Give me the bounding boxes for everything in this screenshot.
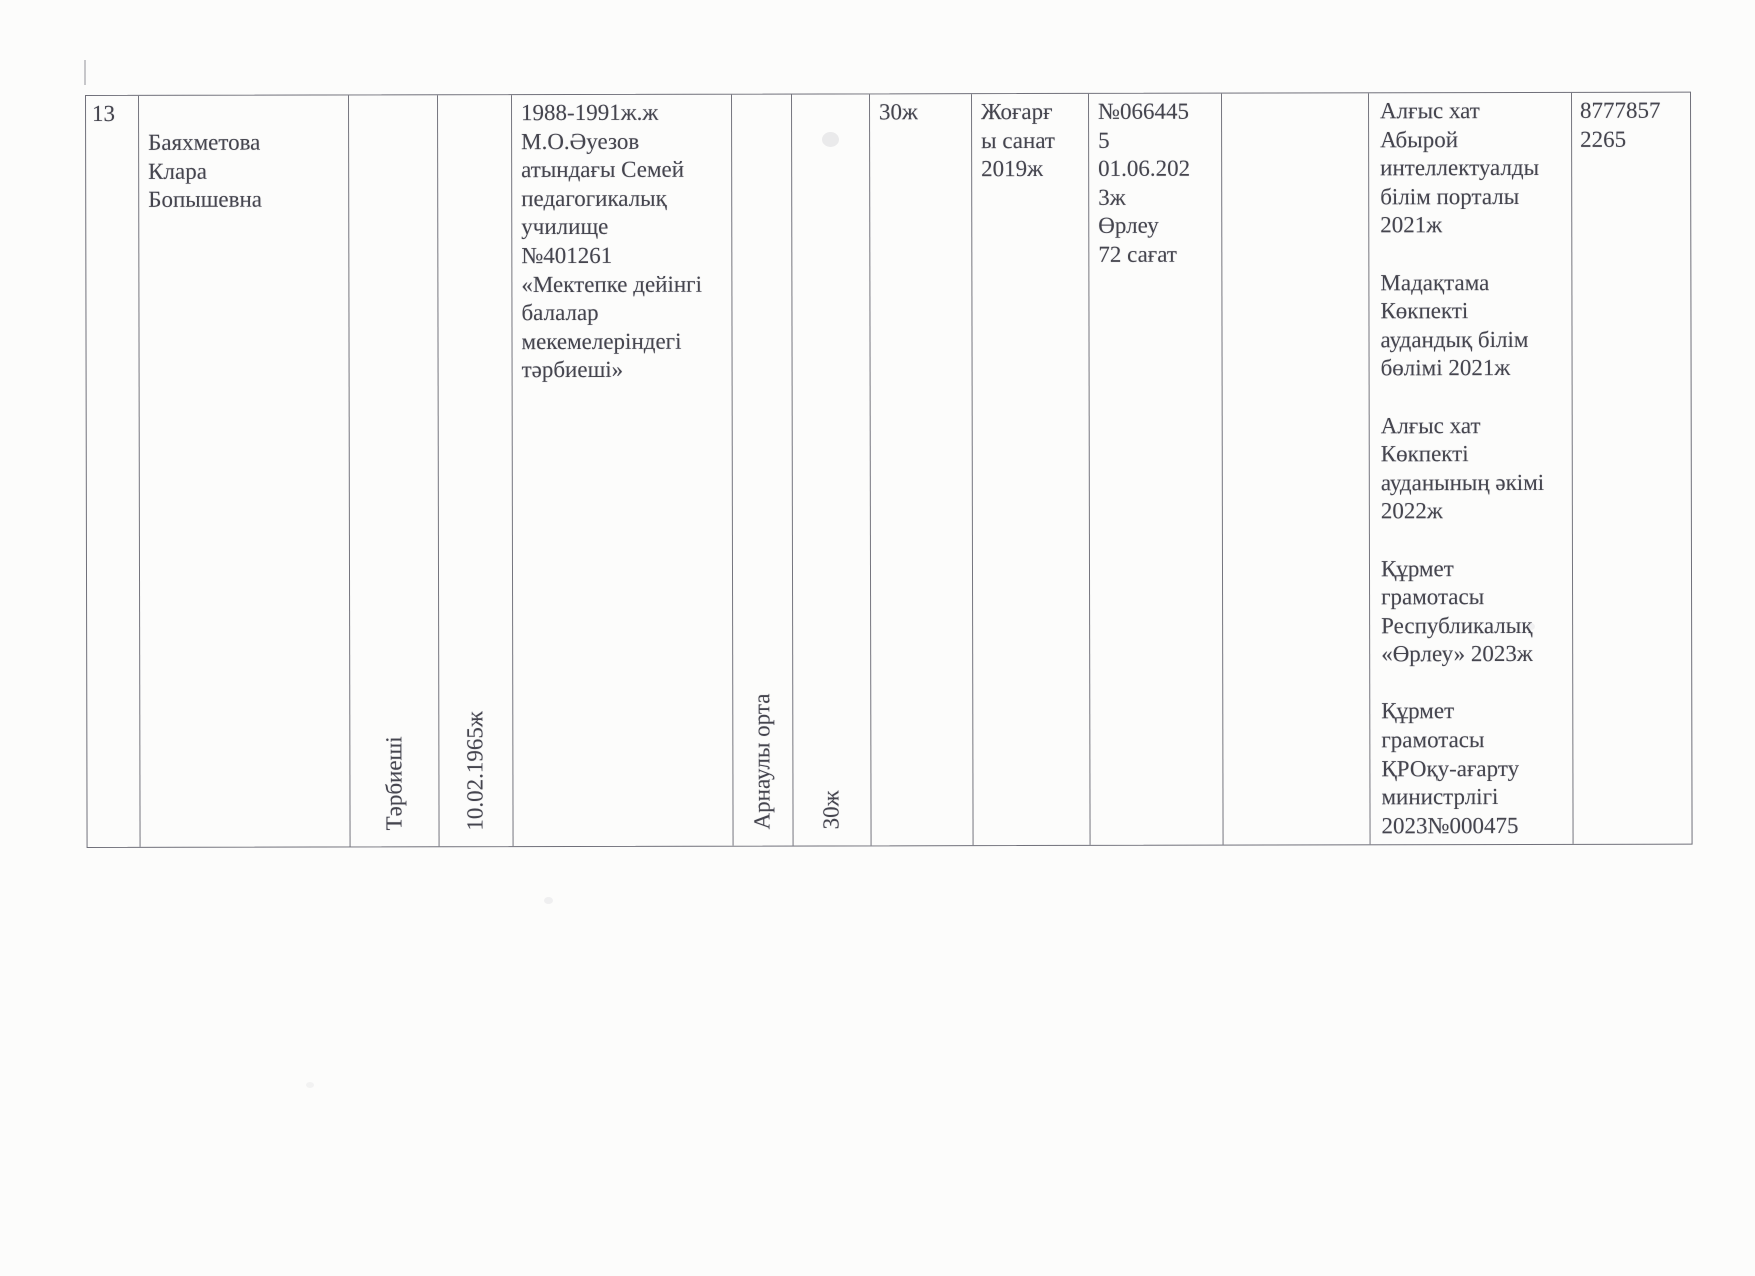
- cell-birth-date: [437, 95, 513, 846]
- education-level: Арнаулы орта: [749, 693, 775, 830]
- cell-certificate: [1088, 94, 1223, 845]
- certificate-info: №066445 5 01.06.202 3ж Өрлеу 72 сағат: [1098, 98, 1191, 267]
- phone-number: 8777857 2265: [1580, 97, 1661, 152]
- award-item: Алғыс хат Көкпекті ауданының әкімі 2022ж: [1380, 412, 1545, 524]
- education-info: 1988-1991ж.ж М.О.Әуезов атындағы Семей педагогикалық училище №401261 «Мектепке дейінгі балалар мекемелеріндегі тәрбиеші»: [521, 99, 703, 383]
- scan-edge-artifact: [84, 60, 86, 85]
- cell-full-name: [138, 95, 350, 846]
- cell-row-number: [86, 96, 140, 847]
- cell-phone: [1571, 93, 1693, 844]
- personnel-table-row: [85, 92, 1693, 848]
- cell-position: [348, 95, 439, 846]
- cell-education-level: [731, 95, 793, 846]
- cell-total-experience: [791, 94, 871, 845]
- award-item: Алғыс хат Абырой интеллектуалды білім порталы 2021ж: [1380, 98, 1540, 238]
- birth-date: 10.02.1965ж: [462, 710, 488, 831]
- experience-value: 30ж: [879, 99, 918, 125]
- qualification-category: Жоғарғ ы санат 2019ж: [981, 98, 1055, 182]
- position-label: Тәрбиеші: [381, 736, 407, 831]
- scan-speck: [544, 897, 553, 904]
- cell-empty: [1221, 93, 1370, 844]
- total-experience: 30ж: [818, 790, 844, 830]
- cell-experience: [869, 94, 973, 845]
- cell-education: [511, 95, 733, 846]
- full-name: Баяхметова Клара Бопышевна: [148, 129, 263, 213]
- cell-awards: [1368, 93, 1573, 844]
- award-item: Құрмет грамотасы Республикалық «Өрлеу» 2023ж: [1380, 555, 1533, 667]
- row-number: 13: [92, 100, 116, 126]
- scan-speck: [306, 1082, 314, 1088]
- award-item: Құрмет грамотасы ҚРОқу-ағарту министрлігі 2023№000475: [1381, 698, 1520, 839]
- cell-qualification-category: [971, 94, 1090, 845]
- award-item: Мадақтама Көкпекті аудандық білім бөлімі 2021ж: [1380, 269, 1529, 381]
